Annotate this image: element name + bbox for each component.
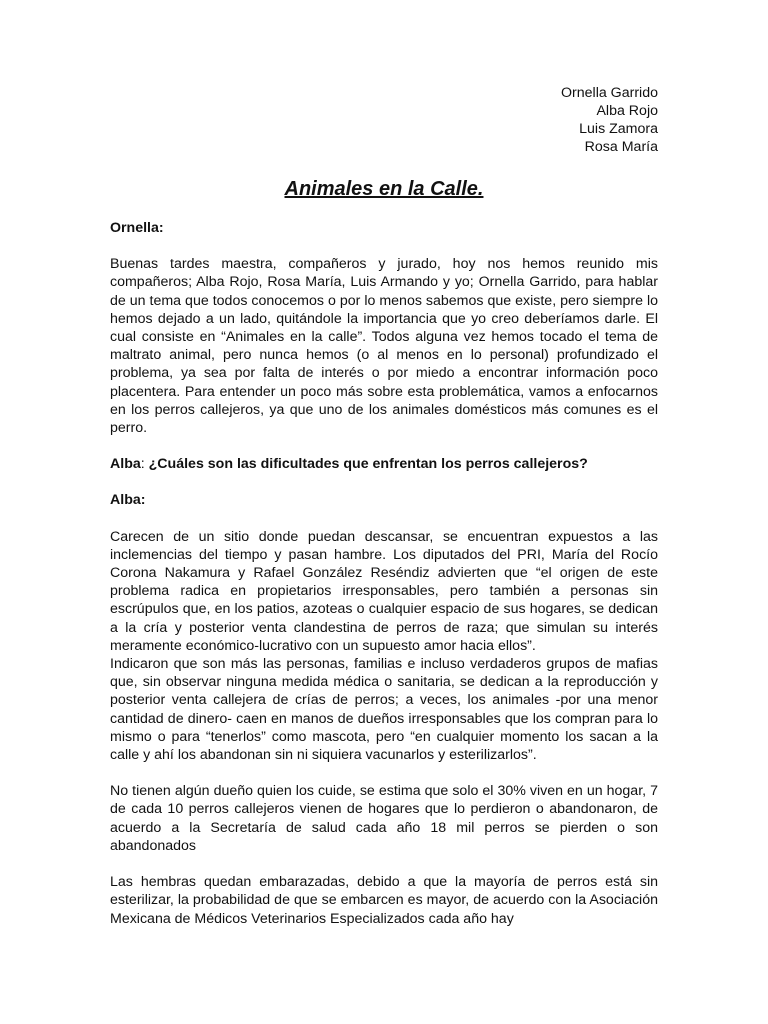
- author-name: Luis Zamora: [579, 121, 658, 137]
- paragraph: Indicaron que son más las personas, familias e incluso verdaderos grupos de mafias que, sin observar ninguna medida médica o sanitaria, se dedican a la reproducción y posterior venta callejera de crías de perros; a veces, los animales -por una menor cantidad de dinero- caen en manos de dueños irresponsables que los compran para lo mismo o para “tenerlos” como mascota, pero “en cualquier momento los sacan a la calle y ahí los abandonan sin ni siquiera vacunarlos y esterilizarlos”.: [110, 656, 658, 764]
- speaker-label: Alba:: [110, 492, 146, 509]
- spacer: [110, 855, 658, 873]
- author-name: Alba Rojo: [596, 103, 658, 119]
- author-name: Ornella Garrido: [561, 85, 658, 101]
- question-line: [110, 455, 658, 473]
- document-page: [110, 84, 658, 928]
- paragraph: Carecen de un sitio donde puedan descansar, se encuentran expuestos a las inclemencias del tiempo y pasan hambre. Los diputados del PRI, María del Rocío Corona Nakamura y Rafael González Reséndiz advierten que “el origen de este problema radica en propietarios irresponsables, pero también a personas sin escrúpulos que, en los patios, azoteas o cualquier espacio de sus hogares, se dedican a la cría y posterior venta clandestina de perros de raza; que simulan su interés meramente económico-lucrativo con un supuesto amor hacia ellos”.: [110, 528, 658, 654]
- author-name: Rosa María: [584, 139, 658, 155]
- speaker-label: Ornella:: [110, 220, 164, 236]
- paragraph: No tienen algún dueño quien los cuide, se estima que solo el 30% viven en un hogar, 7 de cada 10 perros callejeros vienen de hogares que lo perdieron o abandonaron, de acuerdo a la Secretaría de salud cada año 18 mil perros se pierden o son abandonados: [110, 783, 658, 854]
- author-list: [110, 84, 658, 156]
- document-title: Animales en la Calle.: [284, 178, 484, 200]
- question-speaker: Alba: [110, 456, 141, 473]
- spacer: [110, 764, 658, 782]
- paragraph: Las hembras quedan embarazadas, debido a que la mayoría de perros está sin esterilizar, la probabilidad de que se embarcen es mayor, de acuerdo con la Asociación Mexicana de Médicos Veterinarios Especializados cada año hay: [110, 874, 658, 927]
- question-separator: :: [140, 456, 149, 473]
- spacer: [110, 437, 658, 455]
- question-text: ¿Cuáles son las dificultades que enfrentan los perros callejeros?: [148, 456, 588, 473]
- paragraph: Buenas tardes maestra, compañeros y jurado, hoy nos hemos reunido mis compañeros; Alba Rojo, Rosa María, Luis Armando y yo; Ornella Garrido, para hablar de un tema que todos conocemos o por lo menos sabemos que existe, pero siempre lo hemos dejado a un lado, quitándole la importancia que yo creo deberíamos darle. El cual consiste en “Animales en la calle”. Todos alguna vez hemos tocado el tema de maltrato animal, pero nunca hemos (o al menos en lo personal) profundizado el problema, ya sea por falta de interés o por miedo a encontrar información poco placentera. Para entender un poco más sobre esta problemática, vamos a enfocarnos en los perros callejeros, ya que uno de los animales domésticos más comunes es el perro.: [110, 256, 658, 437]
